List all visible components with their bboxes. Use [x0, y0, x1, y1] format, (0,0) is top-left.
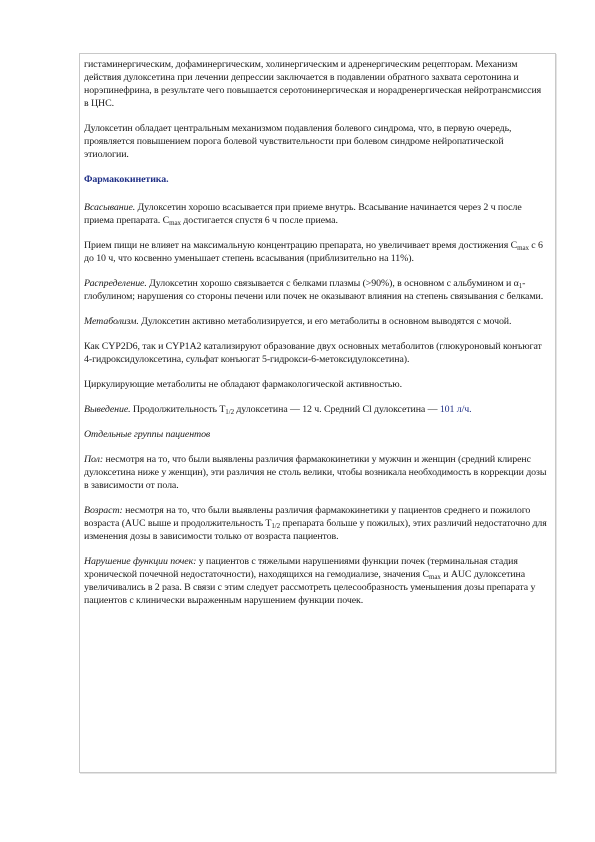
distribution-text-1: Дулоксетин хорошо связывается с белками плазмы (>90%), в основном с альбумином и α [146, 278, 519, 289]
distribution-text-2: -глобулином; нарушения со стороны печени или почек не оказывают влияния на степень связывания с белками. [84, 278, 544, 302]
cmax-subscript: max [517, 244, 529, 252]
metabolism-text: Дулоксетин активно метаболизируется, и его метаболиты в основном выводятся с мочой. [138, 316, 512, 327]
paragraph-food [84, 239, 548, 265]
paragraph-analgesic: Дулоксетин обладает центральным механизмом подавления болевого синдрома, что, в первую очередь, проявляется повышением порога болевой чувствительности при болевом синдроме нейропатической этиологии. [84, 123, 512, 160]
paragraph-metabolism [84, 315, 548, 328]
section-heading-patient-groups: Отдельные группы пациентов [84, 429, 211, 440]
metabolism-label: Метаболизм. [84, 316, 139, 327]
paragraph-sex [84, 453, 548, 492]
paragraph-mechanism: гистаминергическим, дофаминергическим, холинергическим и адренергическим рецепторам. Механизм действия дулоксетина при лечении депрессии заключается в подавлении обратного захвата серотонина и норэпинефрина, в результате чего повышается серотонинергическая и норадренергическая нейротрансмиссия в ЦНС. [84, 59, 542, 109]
absorption-text-2: достигается спустя 6 ч после приема. [180, 215, 338, 226]
paragraph-distribution [84, 277, 548, 303]
renal-text-1: у пациентов с тяжелыми нарушениями функции почек (терминальная стадия хронической почечной недостаточности), находящихся на гемодиализе, значения C [84, 556, 518, 580]
paragraph-excretion [84, 403, 548, 416]
section-heading-pharmacokinetics: Фармакокинетика. [84, 174, 169, 185]
renal-label: Нарушение функции почек: [84, 556, 197, 567]
document-frame [79, 53, 556, 773]
excretion-label: Выведение. [84, 404, 131, 415]
paragraph-renal [84, 555, 548, 607]
food-text-1: Прием пищи не влияет на максимальную концентрацию препарата, но увеличивает время достижения C [84, 240, 518, 251]
clearance-value: 101 л/ч. [439, 404, 472, 415]
age-text-2: препарата больше у пожилых), этих различий недостаточно для изменения дозы в зависимости только от возраста пациентов. [84, 518, 547, 542]
absorption-label: Всасывание. [84, 202, 136, 213]
distribution-label: Распределение. [84, 278, 147, 289]
excretion-text-2: дулоксетина — 12 ч. Средний Cl дулоксетина — [234, 404, 440, 415]
food-text-2: с 6 до 10 ч, что косвенно уменьшает степень всасывания (приблизительно на 11%). [84, 240, 543, 264]
age-text-1: несмотря на то, что были выявлены различия фармакокинетики у пациентов среднего и пожилого возраста (AUC выше и продолжительность T [84, 505, 531, 529]
alpha-subscript: 1 [518, 282, 523, 290]
paragraph-cyp: Как CYP2D6, так и CYP1A2 катализируют образование двух основных метаболитов (глюкуроновый конъюгат 4-гидроксидулоксетина, сульфат конъюгат 5-гидрокси-6-метоксидулоксетина). [84, 341, 542, 365]
sex-text: несмотря на то, что были выявлены различия фармакокинетики у мужчин и женщин (средний клиренс дулоксетина ниже у женщин), эти различия не столь велики, чтобы возникала необходимость в коррекции дозы в зависимости от пола. [84, 454, 547, 491]
cmax-subscript: max [429, 573, 441, 581]
paragraph-age [84, 504, 548, 543]
half-life-subscript: 1/2 [225, 408, 235, 416]
paragraph-absorption [84, 201, 548, 227]
excretion-text-1: Продолжительность T [130, 404, 226, 415]
half-life-subscript: 1/2 [271, 522, 281, 530]
sex-label: Пол: [84, 454, 104, 465]
absorption-text-1: Дулоксетин хорошо всасывается при приеме внутрь. Всасывание начинается через 2 ч после приема препарата. C [84, 202, 522, 226]
age-label: Возраст: [84, 505, 123, 516]
paragraph-circulating-metabolites: Циркулирующие метаболиты не обладают фармакологической активностью. [84, 379, 402, 390]
document-content [84, 58, 548, 619]
cmax-subscript: max [169, 219, 181, 227]
renal-text-2: и AUC дулоксетина увеличивались в 2 раза. В связи с этим следует рассмотреть целесообразность уменьшения дозы препарата у пациентов с клинически выраженным нарушением функции почек. [84, 569, 536, 606]
